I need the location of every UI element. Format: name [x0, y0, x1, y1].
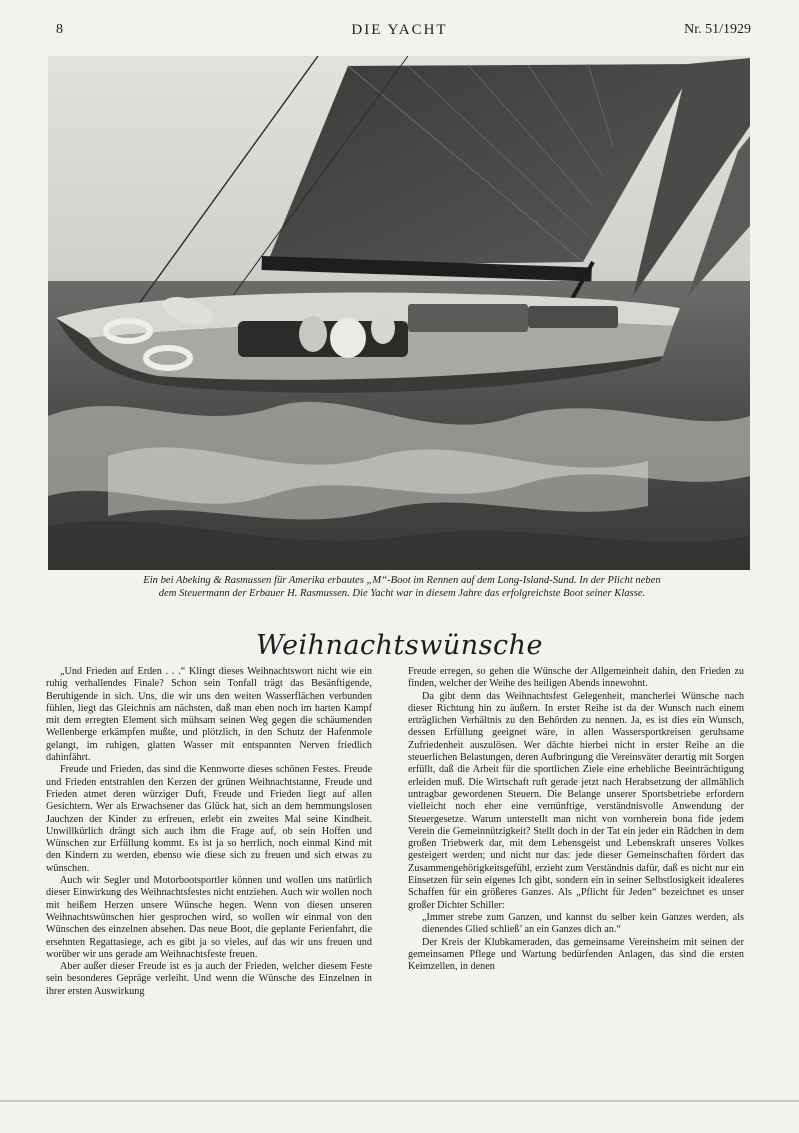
- bottom-rule: [0, 1100, 799, 1102]
- article-title: Weihnachtswünsche: [256, 630, 543, 661]
- magazine-title: DIE YACHT: [351, 22, 448, 38]
- schiller-quote: „Immer strebe zum Ganzen, und kannst du selber kein Ganzes werden, als dienendes Glied schließ’ an ein Ganzes dich an.“: [422, 911, 744, 936]
- paragraph: Aber außer dieser Freude ist es ja auch der Frieden, welcher diesem Feste sein besonderes Gepräge verleiht. Und wenn die Wünsche des Einzelnen in ihrer ersten Auswirkung: [46, 961, 372, 997]
- caption-line-1: Ein bei Abeking & Rasmussen für Amerika erbautes „M“-Boot im Rennen auf dem Long-Island-Sund. In der Plicht neben: [143, 575, 661, 586]
- paragraph: Freude erregen, so gehen die Wünsche der Allgemeinheit dahin, den Frieden zu finden, welcher der Weihe des heiligen Abends innewohnt.: [408, 666, 744, 690]
- issue-number: Nr. 51/1929: [684, 22, 751, 37]
- paragraph: Auch wir Segler und Motorbootsportler können und wollen uns natürlich dieser Einwirkung des Weihnachtsfestes nicht entziehen. Auch wir wollen noch mit heißem Herzen unsere Wünsche hegen. Wenn von diesen unseren Weihnachtswünschen hier gesprochen wird, so wollen wir einmal von den Wünschen des einzelnen absehen. Das neue Boot, die geplante Ferienfahrt, die ersehnten Regattasiege, ach es gibt ja so vieles, auf das wir uns freuen und worüber wir uns gerade am Weihnachtsfeste freuen.: [46, 875, 372, 960]
- paragraph: Freude und Frieden, das sind die Kennworte dieses schönen Festes. Freude und Frieden entstrahlen den Kerzen der grünen Weihnachtstanne, Freude und Frieden atmet deren würziger Duft, Freude und Frieden liegt auf allen Gesichtern. Wer als Erwachsener das Glück hat, sich an dem hemmungslosen Jauchzen der Kinder zu erfreuen, erlebt ein zweites Mal seine Kindheit. Unwillkürlich drängt sich auch ihm die Frage auf, ob sein Hoffen und Wünschen zur Erfüllung kommt. Es ist ja so herrlich, noch einmal Kind mit den Kindern zu werden, ebenso wie diese sich zu freuen und sich etwas zu wünschen.: [46, 764, 372, 874]
- yacht-photo: [48, 56, 750, 570]
- left-column: [46, 666, 372, 998]
- caption-line-2: dem Steuermann der Erbauer H. Rasmussen. Die Yacht war in diesem Jahre das erfolgreichste Boot seiner Klasse.: [158, 588, 646, 599]
- page-number: 8: [56, 22, 64, 37]
- right-column: [408, 666, 744, 973]
- paragraph: Da gibt denn das Weihnachtsfest Gelegenheit, mancherlei Wünsche nach dieser Richtung hin zu äußern. In erster Reihe ist da der Wunsch nach einem erträglichen Verhältnis zu den Behörden zu nennen. Ja, es ist dies ein Wunsch, dessen Erfüllung geeignet wäre, in allen Wassersportkreisen geruhsame Zufriedenheit auszulösen. Wer dächte hierbei nicht in erster Reihe an die steuerlichen Belastungen, deren Aufbringung die Vereinsväter derartig mit Sorgen erfüllt, daß die Arbeit für die sportlichen Ziele eine erhebliche Beeinträchtigung erleiden muß. Die Wirtschaft ruft gerade jetzt nach Herabsetzung der allmählich untragbar gewordenen Steuern. Die Belange unserer Sportsbetriebe erfordern vielleicht noch eher eine vernünftige, verständnisvolle Anwendung der Steuergesetze. Warum unterstellt man nicht von vornherein bona fide jedem Verein die Gemeinnützigkeit? Stellt doch in der Tat ein jeder ein Rädchen in dem großen Triebwerk dar, mit dem Lebensgeist und Lebenskraft unseres Volkes gesteigert werden; und nicht nur das: jede dieser Gemeinschaften fördert das Zusammengehörigkeitsgefühl, erzieht zum Verständnis dafür, daß es nicht nur ein Einsetzen für sein eigenes Ich gibt, sondern ein in seiner Selbstlosigkeit idealeres Schaffen für ein größeres Ganzes. Als „Pflicht für Jeden“ bezeichnet es unser großer Dichter Schiller:: [408, 690, 744, 911]
- paragraph: Der Kreis der Klubkameraden, das gemeinsame Vereinsheim mit seinen der gemeinsamen Pflege und Wartung bedürfenden Anlagen, das sind die ersten Keimzellen, in denen: [408, 936, 744, 973]
- photo-caption: [54, 574, 750, 600]
- paragraph: „Und Frieden auf Erden . . .“ Klingt dieses Weihnachtswort nicht wie ein ruhig verhallendes Finale? Schon sein Tonfall trägt das Besänftigende, Beruhigende in sich. Uns, die wir uns den weiten Wasserflächen verbunden fühlen, liegt das Gleichnis am nächsten, daß man eben noch im harten Kampf mit dem erregten Element sich mühsam seinen Weg gegen die schäumenden Wellenberge erkämpfen mußte, und plötzlich, in den Schutz der Hafenmole gelangt, im ruhigen, glatten Wasser mit entspannten Nerven friedlich dahinfährt.: [46, 666, 372, 764]
- yacht-photo-image: [48, 56, 750, 570]
